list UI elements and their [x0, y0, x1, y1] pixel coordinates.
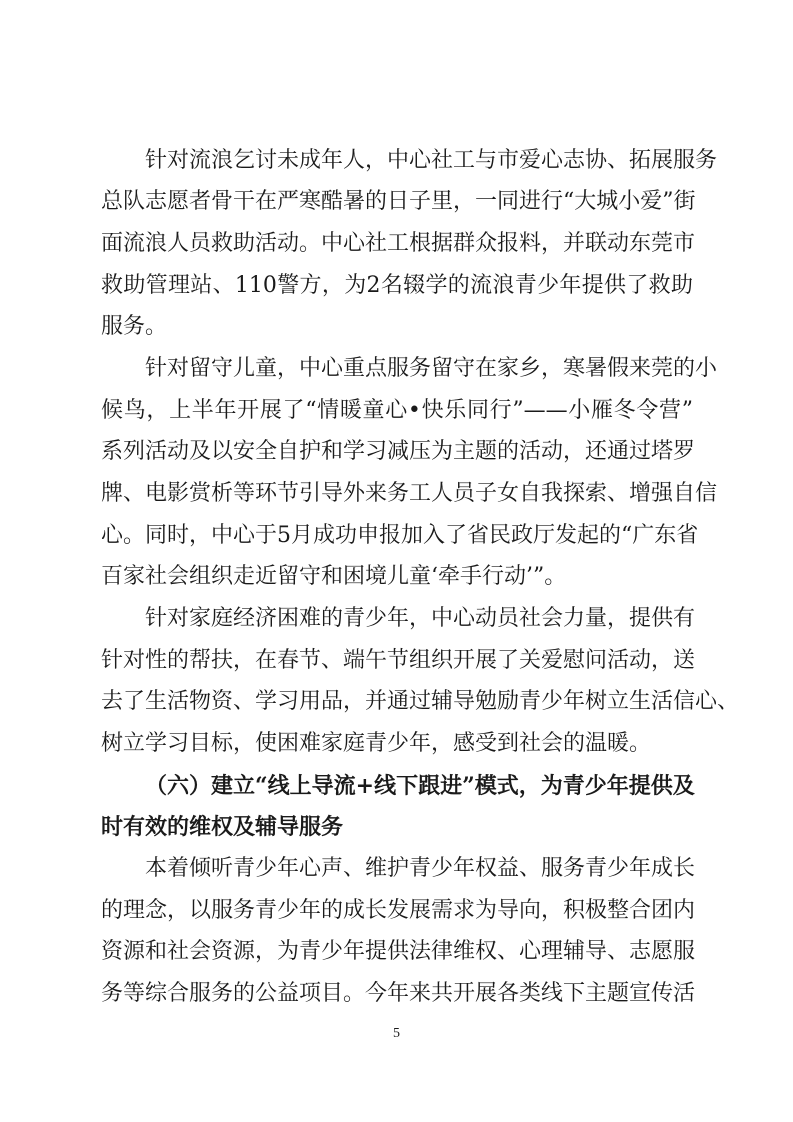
paragraph-1-line-1: 针对流浪乞讨未成年人，中心社工与市爱心志协、拓展服务: [145, 148, 718, 173]
paragraph-3-line-1: 针对家庭经济困难的青少年，中心动员社会力量，提供有: [145, 606, 696, 631]
paragraph-2-line-6: 百家社会组织走近留守和困境儿童‘牵手行动’”。: [101, 564, 567, 589]
paragraph-3-line-2: 针对性的帮扶，在春节、端午节组织开展了关爱慰问活动，送: [101, 648, 696, 673]
paragraph-2-line-4: 牌、电影赏析等环节引导外来务工人员子女自我探索、增强自信: [101, 481, 718, 506]
paragraph-3-line-4: 树立学习目标，使困难家庭青少年，感受到社会的温暖。: [101, 731, 652, 756]
paragraph-2-line-3: 系列活动及以安全自护和学习减压为主题的活动，还通过塔罗: [101, 439, 696, 464]
paragraph-1-line-2: 总队志愿者骨干在严寒酷暑的日子里，一同进行“大城小爱”街: [101, 189, 696, 214]
paragraph-2-line-2: 候鸟，上半年开展了“情暖童心•快乐同行”——小雁冬令营”: [101, 398, 693, 423]
paragraph-2-line-5: 心。同时，中心于5月成功申报加入了省民政厅发起的“广东省: [101, 523, 699, 548]
paragraph-5-line-1: 本着倾听青少年心声、维护青少年权益、服务青少年成长: [145, 856, 696, 881]
paragraph-5-line-3: 资源和社会资源，为青少年提供法律维权、心理辅导、志愿服: [101, 939, 696, 964]
paragraph-5-line-4: 务等综合服务的公益项目。今年来共开展各类线下主题宣传活: [101, 981, 696, 1006]
paragraph-1-line-4: 救助管理站、110警方，为2名辍学的流浪青少年提供了救助: [101, 273, 693, 298]
paragraph-5-line-2: 的理念，以服务青少年的成长发展需求为导向，积极整合团内: [101, 898, 696, 923]
paragraph-2-line-1: 针对留守儿童，中心重点服务留守在家乡，寒暑假来莞的小: [145, 356, 718, 381]
paragraph-3-line-3: 去了生活物资、学习用品，并通过辅导勉励青少年树立生活信心、: [101, 689, 740, 714]
section-heading-line-2: 时有效的维权及辅导服务: [101, 814, 344, 840]
paragraph-1-line-3: 面流浪人员救助活动。中心社工根据群众报料，并联动东莞市: [101, 231, 696, 256]
paragraph-1-line-5: 服务。: [101, 314, 168, 339]
page-number: 5: [393, 1026, 400, 1041]
section-heading-line-1: （六）建立“线上导流+线下跟进”模式，为青少年提供及: [145, 773, 695, 799]
